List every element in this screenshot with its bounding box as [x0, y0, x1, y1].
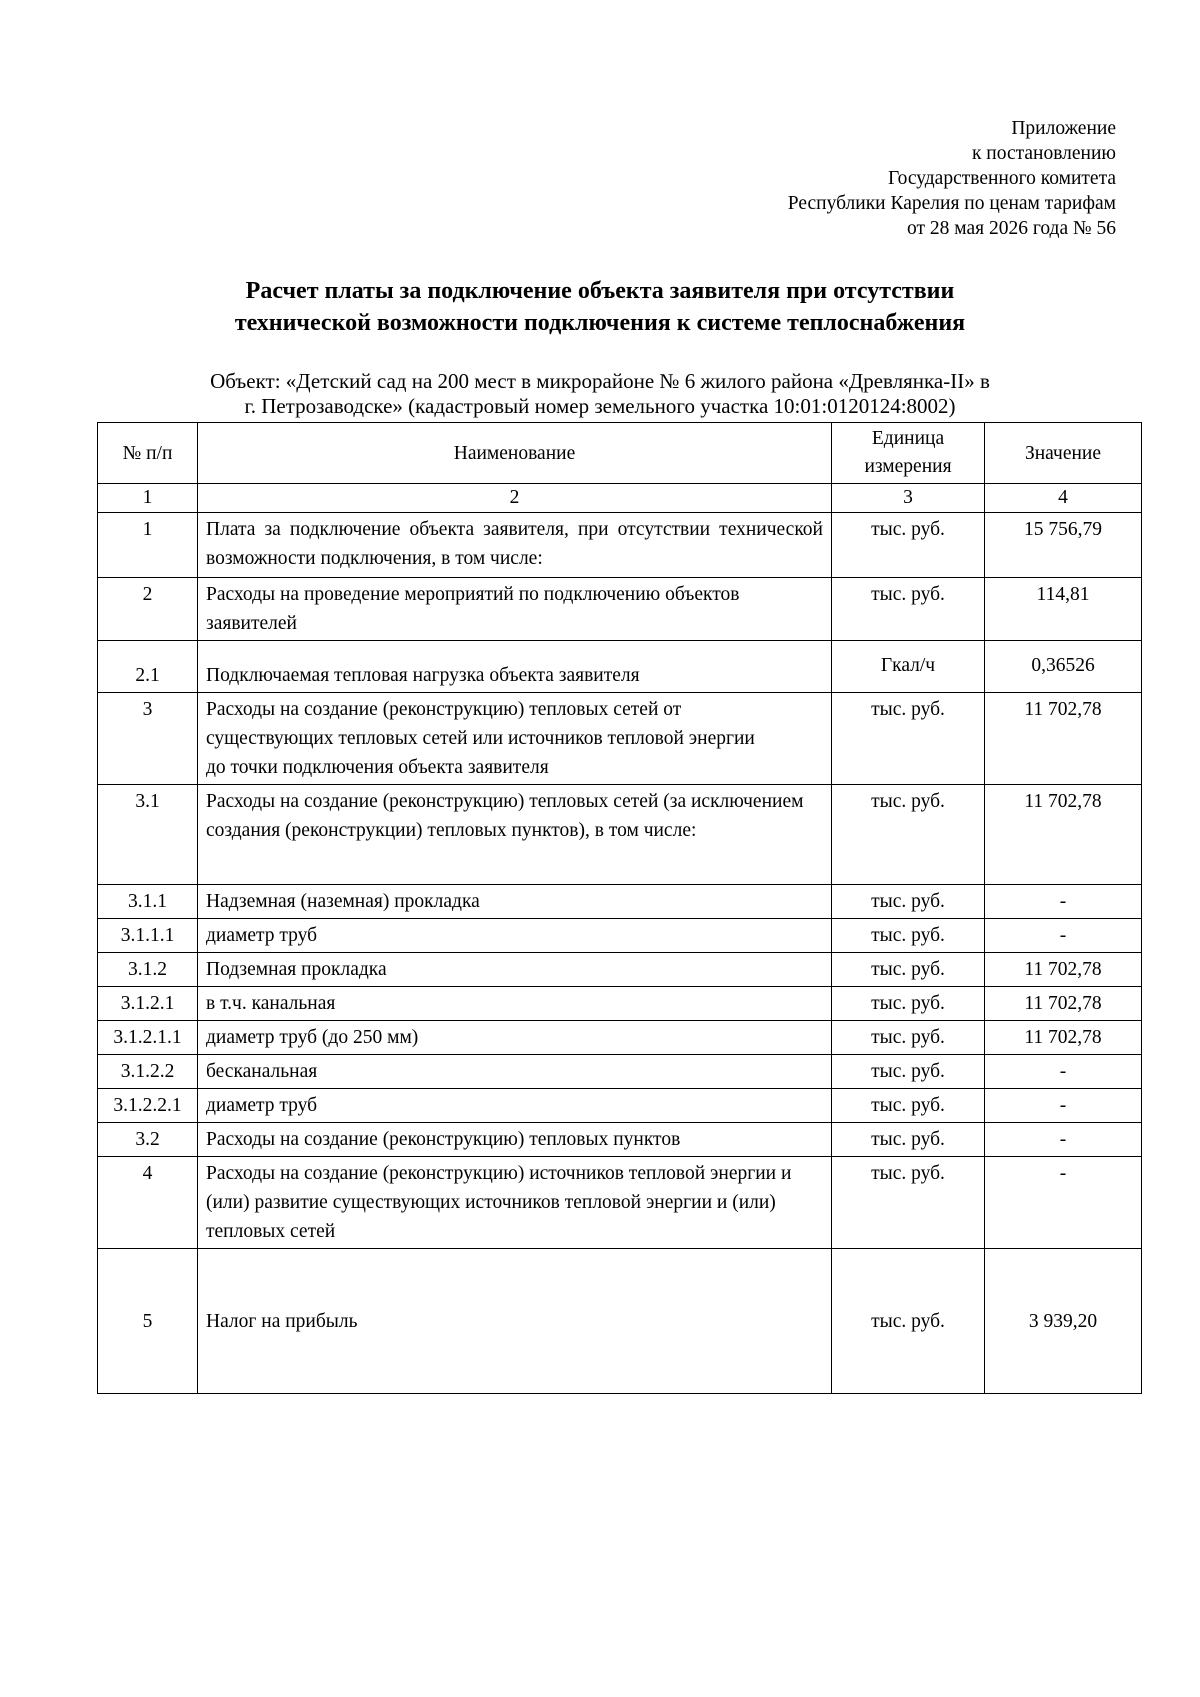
row-value: 0,36526: [985, 641, 1142, 693]
table-row: [98, 785, 1142, 885]
row-name: диаметр труб (до 250 мм): [198, 1021, 832, 1055]
header-name: Наименование: [198, 423, 832, 484]
row-value: 11 702,78: [985, 785, 1142, 885]
header-unit: Единица измерения: [832, 423, 985, 484]
object-line-1: Объект: «Детский сад на 200 мест в микрорайоне № 6 жилого района «Древлянка-II» в: [210, 369, 990, 393]
row-name: Налог на прибыль: [198, 1249, 832, 1394]
appendix-line: к постановлению: [971, 143, 1116, 164]
index-cell: 2: [198, 484, 832, 513]
row-num: 2: [98, 578, 198, 641]
row-num: 3.1.1: [98, 885, 198, 919]
row-value: -: [985, 919, 1142, 953]
index-cell: 3: [832, 484, 985, 513]
row-unit: тыс. руб.: [832, 1089, 985, 1123]
row-name: Надземная (наземная) прокладка: [198, 885, 832, 919]
table-row: [98, 885, 1142, 919]
table-row: [98, 953, 1142, 987]
row-name: в т.ч. канальная: [198, 987, 832, 1021]
row-value: -: [985, 1089, 1142, 1123]
row-num: 3.1.2: [98, 953, 198, 987]
row-unit: тыс. руб.: [832, 1123, 985, 1157]
row-value: -: [985, 1055, 1142, 1089]
row-unit: тыс. руб.: [832, 953, 985, 987]
table-row: [98, 693, 1142, 785]
appendix-line: Государственного комитета: [888, 168, 1116, 189]
row-num: 3.1.2.1: [98, 987, 198, 1021]
table-row: [98, 1089, 1142, 1123]
table-row: [98, 1123, 1142, 1157]
row-unit: тыс. руб.: [832, 1055, 985, 1089]
row-value: 11 702,78: [985, 953, 1142, 987]
row-num: 3.1.1.1: [98, 919, 198, 953]
table-row: [98, 987, 1142, 1021]
row-num: 3.2: [98, 1123, 198, 1157]
table-row: [98, 919, 1142, 953]
table-index-row: [98, 484, 1142, 513]
title-line-1: Расчет платы за подключение объекта заявителя при отсутствии: [245, 278, 955, 304]
row-name: Подключаемая тепловая нагрузка объекта заявителя: [198, 641, 832, 693]
row-unit: тыс. руб.: [832, 1157, 985, 1249]
row-num: 3.1.2.2: [98, 1055, 198, 1089]
row-unit: Гкал/ч: [832, 641, 985, 693]
row-num: 4: [98, 1157, 198, 1249]
row-name: бесканальная: [198, 1055, 832, 1089]
row-name: Расходы на создание (реконструкцию) тепловых сетей от существующих тепловых сетей или источников тепловой энергии до точки подключения объекта заявителя: [198, 693, 832, 785]
object-description: [96, 369, 1104, 419]
row-name: Расходы на создание (реконструкцию) источников тепловой энергии и (или) развитие существующих источников тепловой энергии и (или) тепловых сетей: [198, 1157, 832, 1249]
row-name: диаметр труб: [198, 919, 832, 953]
row-unit: тыс. руб.: [832, 987, 985, 1021]
row-value: 11 702,78: [985, 1021, 1142, 1055]
row-name: Расходы на создание (реконструкцию) тепловых сетей (за исключением создания (реконструкции) тепловых пунктов), в том числе:: [198, 785, 832, 885]
row-name: Подземная прокладка: [198, 953, 832, 987]
row-unit: тыс. руб.: [832, 1021, 985, 1055]
table-row: [98, 641, 1142, 693]
table-row: [98, 1021, 1142, 1055]
row-num: 3.1: [98, 785, 198, 885]
row-unit: тыс. руб.: [832, 785, 985, 885]
row-num: 3.1.2.2.1: [98, 1089, 198, 1123]
row-name: Расходы на создание (реконструкцию) тепловых пунктов: [198, 1123, 832, 1157]
row-unit: тыс. руб.: [832, 578, 985, 641]
appendix-line: Республики Карелия по ценам тарифам: [787, 193, 1116, 214]
document-title: [100, 275, 1100, 339]
row-name: Расходы на проведение мероприятий по подключению объектов заявителей: [198, 578, 832, 641]
row-value: 114,81: [985, 578, 1142, 641]
row-value: 11 702,78: [985, 693, 1142, 785]
row-unit: тыс. руб.: [832, 919, 985, 953]
row-num: 3.1.2.1.1: [98, 1021, 198, 1055]
table-row: [98, 1249, 1142, 1394]
row-num: 1: [98, 513, 198, 578]
row-value: 3 939,20: [985, 1249, 1142, 1394]
row-num: 5: [98, 1249, 198, 1394]
row-value: -: [985, 885, 1142, 919]
header-value: Значение: [985, 423, 1142, 484]
row-name: диаметр труб: [198, 1089, 832, 1123]
index-cell: 1: [98, 484, 198, 513]
table-header-row: [98, 423, 1142, 484]
header-num: № п/п: [98, 423, 198, 484]
table-row: [98, 578, 1142, 641]
row-name: Плата за подключение объекта заявителя, при отсутствии технической возможности подключения, в том числе:: [198, 513, 832, 578]
row-unit: тыс. руб.: [832, 1249, 985, 1394]
calculation-table: [97, 422, 1142, 1394]
table-row: [98, 1157, 1142, 1249]
row-value: -: [985, 1123, 1142, 1157]
title-line-2: технической возможности подключения к системе теплоснабжения: [234, 310, 966, 336]
index-cell: 4: [985, 484, 1142, 513]
table-row: [98, 513, 1142, 578]
row-value: 11 702,78: [985, 987, 1142, 1021]
object-line-2: г. Петрозаводске» (кадастровый номер земельного участка 10:01:0120124:8002): [244, 394, 956, 418]
row-num: 2.1: [98, 641, 198, 693]
row-unit: тыс. руб.: [832, 885, 985, 919]
row-unit: тыс. руб.: [832, 513, 985, 578]
appendix-line: Приложение: [1011, 118, 1116, 139]
appendix-line: от 28 мая 2026 года № 56: [907, 218, 1116, 239]
row-value: -: [985, 1157, 1142, 1249]
appendix-block: [788, 116, 1116, 241]
table-row: [98, 1055, 1142, 1089]
row-unit: тыс. руб.: [832, 693, 985, 785]
row-value: 15 756,79: [985, 513, 1142, 578]
row-num: 3: [98, 693, 198, 785]
